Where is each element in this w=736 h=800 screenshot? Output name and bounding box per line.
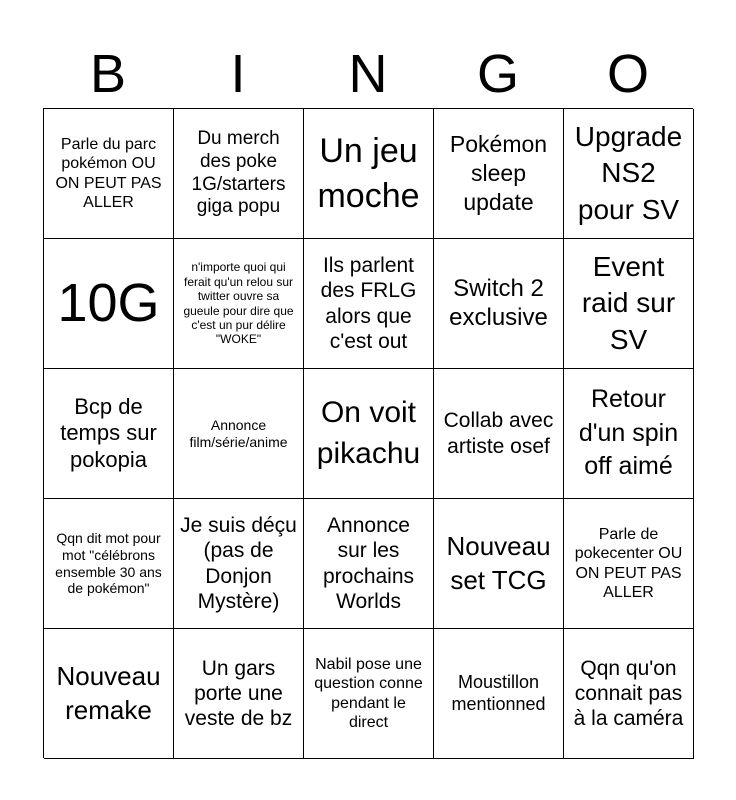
- header-letter-b: B: [89, 44, 127, 104]
- header-letter-g: G: [476, 44, 519, 104]
- bingo-cell[interactable]: Nabil pose une question conne pendant le direct: [304, 629, 434, 759]
- header-letter-n: N: [348, 44, 388, 104]
- bingo-cell[interactable]: Annonce sur les prochains Worlds: [304, 499, 434, 629]
- bingo-cell[interactable]: Pokémon sleep update: [434, 109, 564, 239]
- header-letter-o: O: [606, 44, 649, 104]
- bingo-cell[interactable]: Collab avec artiste osef: [434, 369, 564, 499]
- bingo-cell[interactable]: Parle du parc pokémon OU ON PEUT PAS ALLER: [44, 109, 174, 239]
- bingo-grid: [43, 108, 693, 758]
- bingo-cell[interactable]: Bcp de temps sur pokopia: [44, 369, 174, 499]
- bingo-cell[interactable]: Switch 2 exclusive: [434, 239, 564, 369]
- bingo-cell[interactable]: Du merch des poke 1G/starters giga popu: [174, 109, 304, 239]
- bingo-cell[interactable]: n'importe quoi qui ferait qu'un relou sur twitter ouvre sa gueule pour dire que c'est un pur délire "WOKE": [174, 239, 304, 369]
- bingo-cell[interactable]: Retour d'un spin off aimé: [564, 369, 694, 499]
- bingo-cell[interactable]: Parle de pokecenter OU ON PEUT PAS ALLER: [564, 499, 694, 629]
- bingo-cell[interactable]: Ils parlent des FRLG alors que c'est out: [304, 239, 434, 369]
- bingo-cell[interactable]: Un jeu moche: [304, 109, 434, 239]
- bingo-cell[interactable]: Un gars porte une veste de bz: [174, 629, 304, 759]
- header-letter-i: I: [230, 44, 246, 104]
- bingo-header: [43, 40, 693, 108]
- bingo-cell[interactable]: Qqn dit mot pour mot "célébrons ensemble 30 ans de pokémon": [44, 499, 174, 629]
- bingo-cell[interactable]: Annonce film/série/anime: [174, 369, 304, 499]
- bingo-cell[interactable]: 10G: [44, 239, 174, 369]
- bingo-cell[interactable]: Event raid sur SV: [564, 239, 694, 369]
- bingo-cell[interactable]: Moustillon mentionned: [434, 629, 564, 759]
- bingo-cell[interactable]: On voit pikachu: [304, 369, 434, 499]
- bingo-cell[interactable]: Upgrade NS2 pour SV: [564, 109, 694, 239]
- bingo-cell[interactable]: Nouveau set TCG: [434, 499, 564, 629]
- bingo-cell[interactable]: Qqn qu'on connait pas à la caméra: [564, 629, 694, 759]
- bingo-cell[interactable]: Je suis déçu (pas de Donjon Mystère): [174, 499, 304, 629]
- bingo-cell[interactable]: Nouveau remake: [44, 629, 174, 759]
